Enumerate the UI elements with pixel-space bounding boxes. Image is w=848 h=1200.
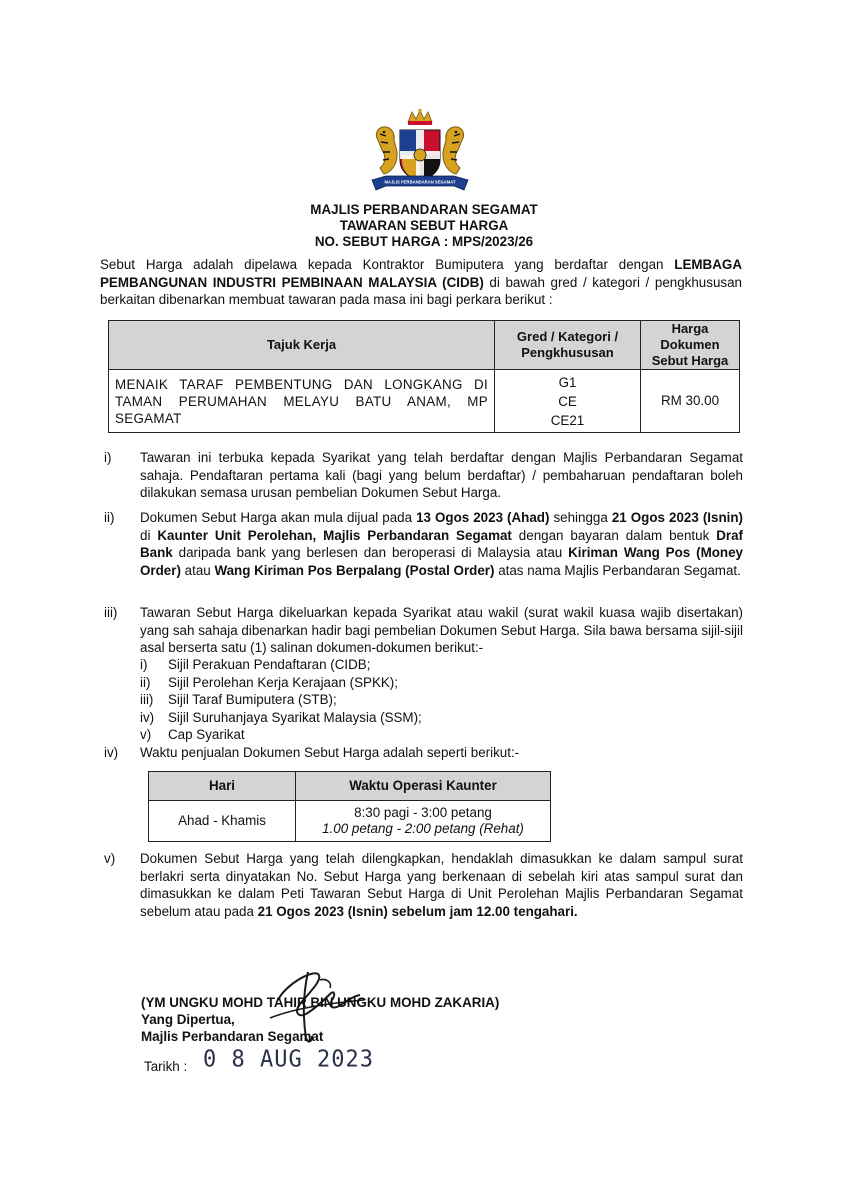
v-deadline: 21 Ogos 2023 (Isnin) sebelum jam 12.00 tengahari. — [257, 903, 578, 919]
item-i-text: Tawaran ini terbuka kepada Syarikat yang telah berdaftar dengan Majlis Perbandaran Segamat sahaja. Pendaftaran pertama kali (bagi yang belum berdaftar) / pembaharuan pendaftaran boleh dilakukan semasa urusan pembelian Dokumen Sebut Harga. — [140, 450, 743, 500]
header-gred: Gred / Kategori / Pengkhususan — [495, 321, 641, 370]
date-label: Tarikh : — [144, 1059, 188, 1074]
list-marker: ii) — [140, 674, 151, 690]
list-item — [140, 674, 422, 692]
ii-draf-bank: Draf Bank — [140, 527, 743, 560]
ii-money-order: Kiriman Wang Pos (Money Order) — [140, 545, 743, 578]
list-text: Sijil Perolehan Kerja Kerajaan (SPKK); — [168, 674, 398, 690]
pengkhususan-value: CE21 — [550, 412, 585, 428]
header-title: TAWARAN SEBUT HARGA — [339, 218, 509, 233]
list-marker: iv) — [140, 709, 155, 725]
ii-text: daripada bank yang berlesen dan beroperasi di Malaysia atau — [172, 545, 569, 560]
ii-start-date: 13 Ogos 2023 (Ahad) — [416, 510, 550, 525]
coat-of-arms-icon — [364, 108, 476, 198]
header-hari: Hari — [149, 772, 296, 801]
signer-title: Yang Dipertua, — [141, 1012, 235, 1027]
list-marker: v) — [140, 727, 152, 742]
ii-text: di — [140, 527, 158, 543]
header-harga: Harga Dokumen Sebut Harga — [641, 321, 740, 370]
list-text: Cap Syarikat — [168, 727, 245, 742]
item-iii-text: Tawaran Sebut Harga dikeluarkan kepada Syarikat atau wakil (surat wakil kuasa wajib disertakan) yang sah sahaja dibenarkan hadir bagi pembelian Dokumen Sebut Harga. Sila bawa bersama sijil-sijil asal berserta satu (1) salinan dokumen-dokumen berikut:- — [140, 605, 743, 655]
intro-cidb: LEMBAGA PEMBANGUNAN INDUSTRI PEMBINAAN MALAYSIA (CIDB) — [100, 257, 742, 290]
document-list — [140, 656, 422, 744]
list-item — [140, 656, 422, 674]
list-marker: iii) — [140, 692, 154, 707]
table-row — [149, 801, 551, 842]
list-item — [140, 709, 422, 727]
item-ii-text — [140, 509, 743, 579]
ii-text: Dokumen Sebut Harga akan mula dijual pada — [140, 510, 417, 525]
header-org: MAJLIS PERBANDARAN SEGAMAT — [310, 202, 538, 217]
waktu-rehat: 1.00 petang - 2:00 petang (Rehat) — [322, 821, 524, 836]
ii-counter: Kaunter Unit Perolehan, Majlis Perbandaran Segamat — [157, 527, 512, 543]
header-tajuk-kerja: Tajuk Kerja — [109, 321, 495, 370]
item-number-ii: ii) — [104, 510, 115, 525]
cell-harga: RM 30.00 — [641, 370, 740, 433]
list-text: Sijil Perakuan Pendaftaran (CIDB; — [168, 657, 371, 672]
ii-postal-order: Wang Kiriman Pos Berpalang (Postal Order) — [214, 562, 495, 578]
cell-waktu — [296, 801, 551, 842]
header-reference: NO. SEBUT HARGA : MPS/2023/26 — [314, 234, 534, 249]
signer-name: (YM UNGKU MOHD TAHIR BIN UNGKU MOHD ZAKARIA) — [141, 995, 500, 1010]
item-iv-text: Waktu penjualan Dokumen Sebut Harga adalah seperti berikut:- — [140, 745, 520, 760]
header-waktu: Waktu Operasi Kaunter — [296, 772, 551, 801]
gred-value: G1 — [558, 374, 577, 390]
cell-hari: Ahad - Khamis — [149, 801, 296, 842]
item-number-v: v) — [104, 851, 116, 866]
ii-text: sehingga — [549, 510, 612, 525]
intro-text-2: di bawah gred / kategori / pengkhususan berkaitan dibenarkan membuat tawaran pada masa ini bagi perkara berikut : — [100, 274, 742, 307]
list-item — [140, 691, 422, 709]
cell-gred — [495, 370, 641, 433]
item-number-iii: iii) — [104, 605, 118, 620]
ii-text: dengan bayaran dalam bentuk — [511, 527, 717, 543]
item-number-i: i) — [104, 450, 112, 465]
intro-text: Sebut Harga adalah dipelawa kepada Kontraktor Bumiputera yang berdaftar dengan — [100, 257, 675, 272]
v-text: Dokumen Sebut Harga yang telah dilengkapkan, hendaklah dimasukkan ke dalam sampul surat berlakri serta dinyatakan No. Sebut Harga yang berkenaan di sebelah kiri atas sampul surat dan dimasukkan ke dalam Peti Tawaran Sebut Harga di Unit Perolehan Majlis Perbandaran Segamat sebelum atau pada — [140, 851, 743, 919]
item-v-text — [140, 850, 743, 920]
crest-ribbon-text: MAJLIS PERBANDARAN SEGAMAT — [384, 179, 456, 185]
work-table-header — [109, 321, 740, 370]
list-item — [140, 726, 422, 744]
hours-table — [148, 771, 551, 842]
ii-text: atau — [180, 562, 215, 578]
hours-table-header — [149, 772, 551, 801]
ii-end-date: 21 Ogos 2023 (Isnin) — [611, 510, 743, 525]
list-text: Sijil Suruhanjaya Syarikat Malaysia (SSM); — [168, 709, 422, 725]
intro-paragraph — [100, 256, 742, 309]
item-number-iv: iv) — [104, 745, 119, 760]
waktu-operasi: 8:30 pagi - 3:00 petang — [354, 805, 492, 820]
table-row — [109, 370, 740, 433]
list-text: Sijil Taraf Bumiputera (STB); — [168, 692, 337, 707]
date-stamp: 0 8 AUG 2023 — [203, 1046, 374, 1073]
signer-organization: Majlis Perbandaran Segamat — [141, 1029, 324, 1044]
ii-text: atas nama Majlis Perbandaran Segamat. — [494, 562, 741, 578]
cell-tajuk-kerja: MENAIK TARAF PEMBENTUNG DAN LONGKANG DI TAMAN PERUMAHAN MELAYU BATU ANAM, MP SEGAMAT — [109, 370, 495, 433]
work-table — [108, 320, 740, 433]
list-marker: i) — [140, 657, 148, 672]
kategori-value: CE — [558, 393, 577, 409]
